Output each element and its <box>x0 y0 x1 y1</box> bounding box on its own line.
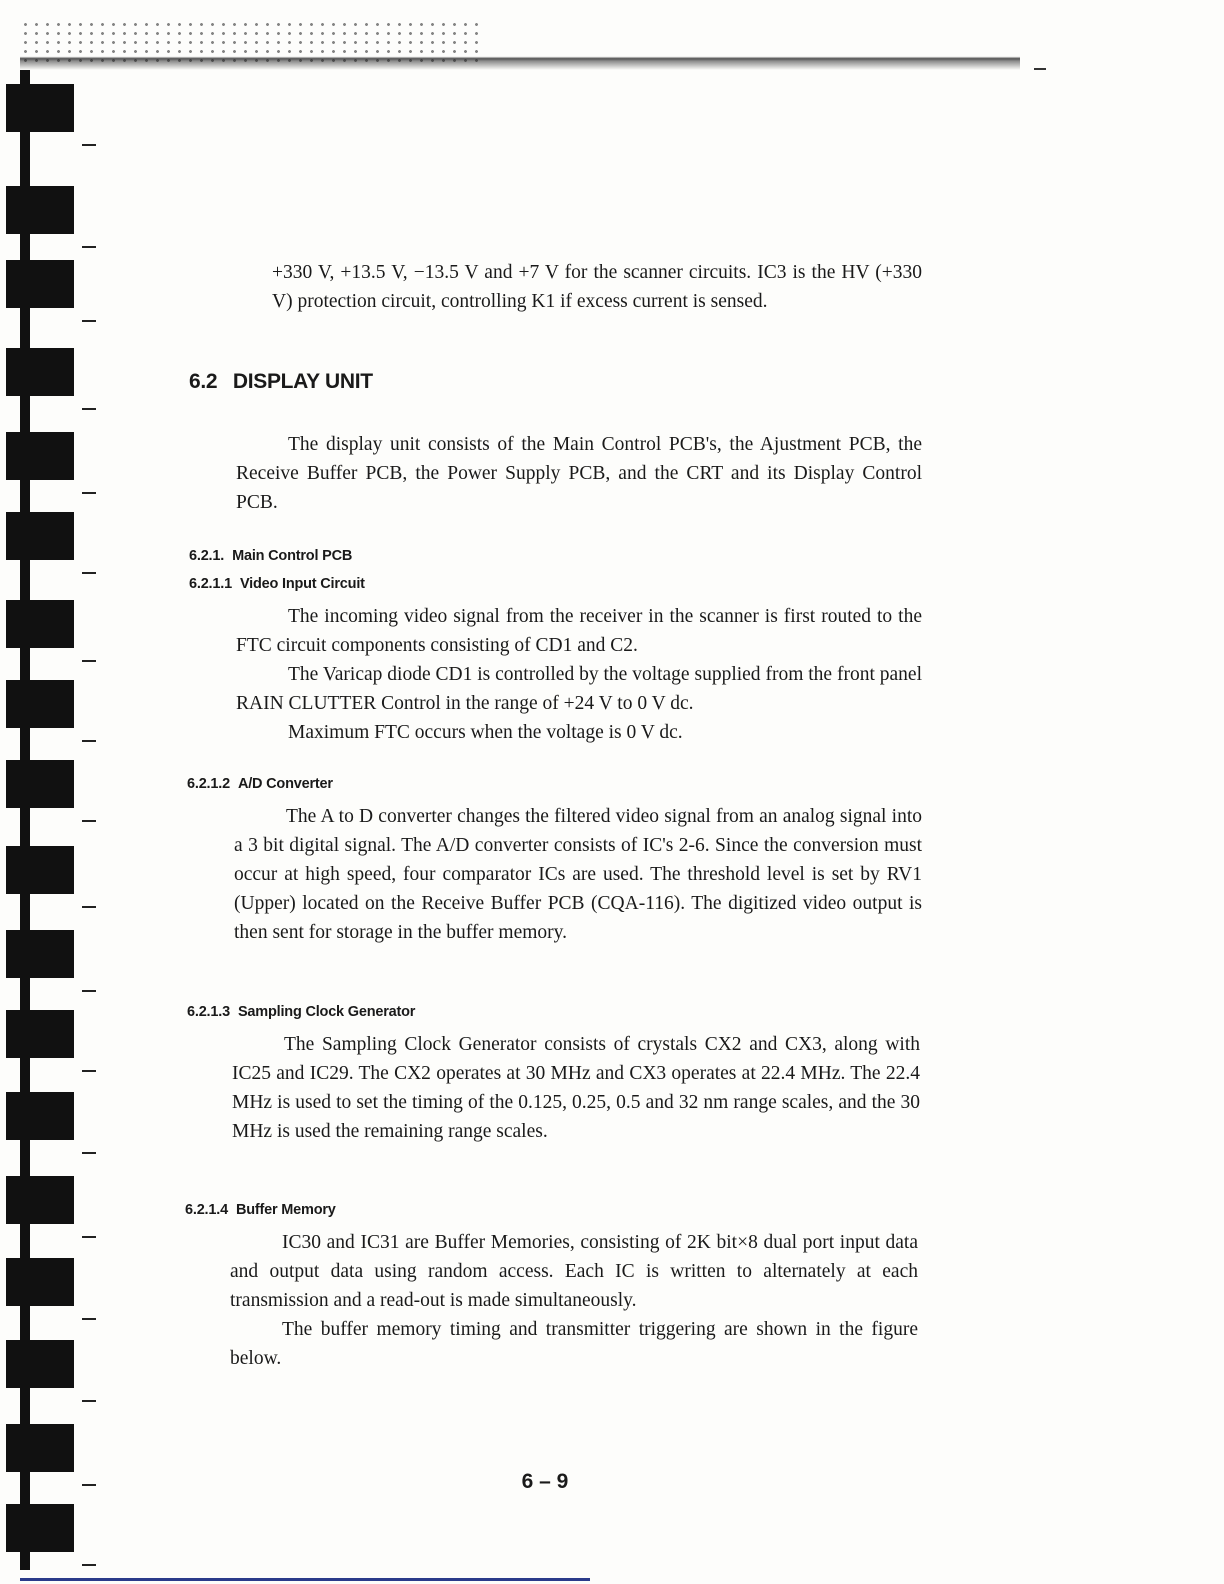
paragraph: The Sampling Clock Generator consists of crystals CX2 and CX3, along with IC25 and IC29. The CX2 operates at 30 MHz and CX3 operates at 22.4 MHz. The 22.4 MHz is used to set the timing of the 0.125, 0.25, 0.5 and 32 nm range scales, and the 30 MHz is used the remaining range scales. <box>232 1034 920 1142</box>
subsection-title: Video Input Circuit <box>239 576 365 592</box>
paragraph: The A to D converter changes the filtered video signal from an analog signal into a 3 bit digital signal. The A/D converter consists of IC's 2-6. Since the conversion must occur at high speed, four comparator ICs are used. The threshold level is set by RV1 (Upper) located on the Receive Buffer PCB (CQA-116). The digitized video output is then sent for storage in the buffer memory. <box>234 806 922 943</box>
binding-ring <box>6 432 74 480</box>
subsection-number: 6.2.1.2 <box>187 776 230 792</box>
subsection-number: 6.2.1.4 <box>185 1202 228 1218</box>
binding-ring <box>6 1010 74 1058</box>
subsection-heading-6-2-1-1 <box>189 576 365 592</box>
binding-ring <box>6 348 74 396</box>
spiral-binding <box>0 0 80 1584</box>
binding-ring <box>6 1504 74 1552</box>
section-title: DISPLAY UNIT <box>232 370 373 393</box>
display-unit-paragraph <box>236 430 922 517</box>
subsection-heading-6-2-1-4 <box>185 1202 336 1218</box>
subsection-heading-6-2-1 <box>189 548 352 564</box>
intro-paragraph <box>272 258 922 316</box>
sampling-clock-paragraph <box>232 1030 920 1146</box>
video-input-paragraphs <box>236 602 922 747</box>
buffer-memory-paragraphs <box>230 1228 918 1373</box>
binding-ring <box>6 84 74 132</box>
binding-ring <box>6 760 74 808</box>
binding-ring <box>6 600 74 648</box>
binding-ring <box>6 1258 74 1306</box>
subsection-number: 6.2.1.3 <box>187 1004 230 1020</box>
paragraph: The buffer memory timing and transmitter triggering are shown in the figure below. <box>230 1319 918 1369</box>
binding-ring <box>6 930 74 978</box>
ad-converter-paragraph <box>234 802 922 947</box>
binding-ring <box>6 186 74 234</box>
binding-ring <box>6 512 74 560</box>
subsection-title: Buffer Memory <box>235 1202 336 1218</box>
section-heading-6-2 <box>189 370 373 394</box>
paragraph: The Varicap diode CD1 is controlled by the voltage supplied from the front panel RAIN CLUTTER Control in the range of +24 V to 0 V dc. <box>236 664 922 714</box>
subsection-title: Main Control PCB <box>232 548 353 564</box>
subsection-heading-6-2-1-2 <box>187 776 333 792</box>
binding-ring <box>6 1092 74 1140</box>
binding-ring <box>6 680 74 728</box>
subsection-number: 6.2.1.1 <box>189 576 232 592</box>
intro-text: +330 V, +13.5 V, −13.5 V and +7 V for the scanner circuits. IC3 is the HV (+330 V) protection circuit, controlling K1 if excess current is sensed. <box>272 262 922 312</box>
subsection-number: 6.2.1. <box>189 548 225 564</box>
binding-ring <box>6 1424 74 1472</box>
scan-speckle <box>20 20 480 68</box>
binding-ring <box>6 846 74 894</box>
subsection-title: A/D Converter <box>237 776 333 792</box>
edge-mark <box>1034 68 1046 70</box>
paragraph: Maximum FTC occurs when the voltage is 0 V dc. <box>288 722 683 743</box>
section-number: 6.2 <box>189 370 218 393</box>
subsection-heading-6-2-1-3 <box>187 1004 415 1020</box>
bottom-edge-line <box>20 1578 590 1581</box>
binding-ring <box>6 1176 74 1224</box>
paragraph: IC30 and IC31 are Buffer Memories, consisting of 2K bit×8 dual port input data and output data using random access. Each IC is written to alternately at each transmission and a read-out is made simultaneously. <box>230 1232 918 1311</box>
binding-ring <box>6 260 74 308</box>
paragraph: The incoming video signal from the receiver in the scanner is first routed to the FTC circuit components consisting of CD1 and C2. <box>236 606 922 656</box>
subsection-title: Sampling Clock Generator <box>237 1004 416 1020</box>
page-number: 6 – 9 <box>521 1470 569 1493</box>
display-unit-text: The display unit consists of the Main Control PCB's, the Ajustment PCB, the Receive Buffer PCB, the Power Supply PCB, and the CRT and its Display Control PCB. <box>236 434 922 513</box>
binding-ring <box>6 1340 74 1388</box>
